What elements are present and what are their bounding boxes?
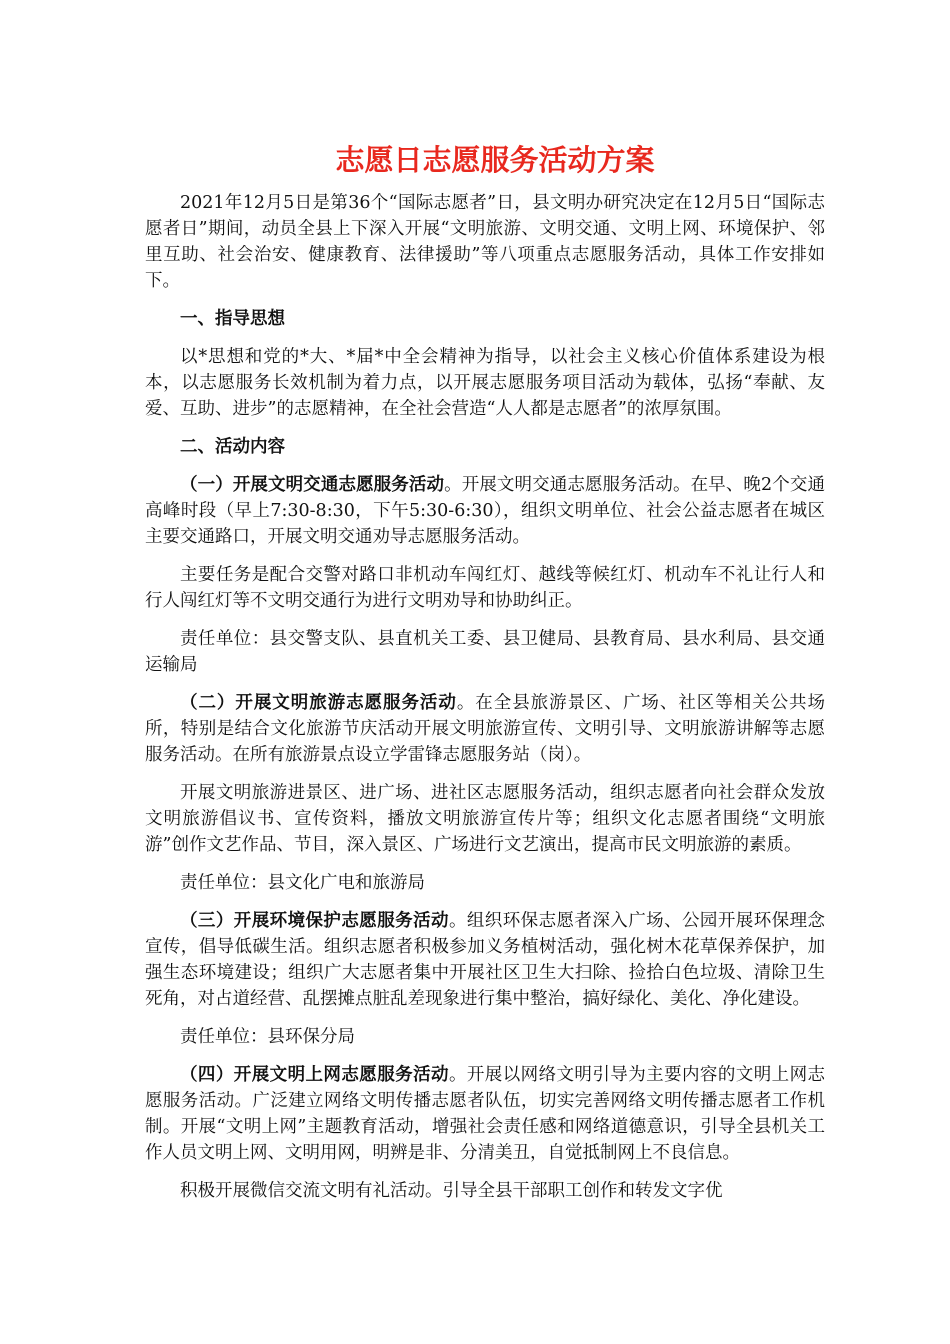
- item4-paragraph: [145, 1062, 825, 1166]
- intro-paragraph: 2021年12月5日是第36个“国际志愿者”日，县文明办研究决定在12月5日“国际志愿者日”期间，动员全县上下深入开展“文明旅游、文明交通、文明上网、环境保护、邻里互助、社会治安、健康教育、法律援助”等八项重点志愿服务活动，具体工作安排如下。: [145, 193, 825, 291]
- item4-extra-paragraph: 积极开展微信交流文明有礼活动。引导全县干部职工创作和转发文字优: [180, 1181, 723, 1201]
- document-page: [145, 140, 825, 1216]
- item3-units-paragraph: 责任单位：县环保分局: [180, 1027, 355, 1047]
- item4-lead: （四）开展文明上网志愿服务活动: [180, 1065, 449, 1085]
- document-title: 志愿日志愿服务活动方案: [335, 143, 655, 177]
- item1-paragraph: [145, 472, 825, 550]
- item2-paragraph: [145, 690, 825, 768]
- item2-text: 。在全县旅游景区、广场、社区等相关公共场所，特别是结合文化旅游节庆活动开展文明旅游宣传、文明引导、文明旅游讲解等志愿服务活动。在所有旅游景点设立学雷锋志愿服务站（岗）。: [145, 693, 826, 765]
- item3-paragraph: [145, 908, 825, 1012]
- item2-lead: （二）开展文明旅游志愿服务活动: [180, 693, 457, 713]
- item1-tasks-paragraph: 主要任务是配合交警对路口非机动车闯红灯、越线等候红灯、机动车不礼让行人和行人闯红灯等不文明交通行为进行文明劝导和协助纠正。: [145, 565, 825, 611]
- item1-lead: （一）开展文明交通志愿服务活动: [180, 475, 445, 495]
- item2-units-paragraph: 责任单位：县文化广电和旅游局: [180, 873, 425, 893]
- item4-text: 。开展以网络文明引导为主要内容的文明上网志愿服务活动。广泛建立网络文明传播志愿者队伍，切实完善网络文明传播志愿者工作机制。开展“文明上网”主题教育活动，增强社会责任感和网络道德意识，引导全县机关工作人员文明上网、文明用网，明辨是非、分清美丑，自觉抵制网上不良信息。: [145, 1065, 826, 1163]
- item3-lead: （三）开展环境保护志愿服务活动: [180, 911, 449, 931]
- item2-tasks-paragraph: 开展文明旅游进景区、进广场、进社区志愿服务活动，组织志愿者向社会群众发放文明旅游倡议书、宣传资料，播放文明旅游宣传片等；组织文化志愿者围绕“文明旅游”创作文艺作品、节目，深入景区、广场进行文艺演出，提高市民文明旅游的素质。: [145, 783, 825, 855]
- item1-text: 。开展文明交通志愿服务活动。在早、晚2个交通高峰时段（早上7:30-8:30，下午5:30-6:30），组织文明单位、社会公益志愿者在城区主要交通路口，开展文明交通劝导志愿服务活动。: [145, 475, 825, 547]
- section-heading-activities: 二、活动内容: [180, 437, 285, 457]
- section-heading-guiding-thought: 一、指导思想: [180, 309, 285, 329]
- item1-units-paragraph: 责任单位：县交警支队、县直机关工委、县卫健局、县教育局、县水利局、县交通运输局: [145, 629, 825, 675]
- guiding-thought-paragraph: 以*思想和党的*大、*届*中全会精神为指导，以社会主义核心价值体系建设为根本，以志愿服务长效机制为着力点，以开展志愿服务项目活动为载体，弘扬“奉献、友爱、互助、进步”的志愿精神，在全社会营造“人人都是志愿者”的浓厚氛围。: [145, 347, 825, 419]
- item3-text: 。组织环保志愿者深入广场、公园开展环保理念宣传，倡导低碳生活。组织志愿者积极参加义务植树活动，强化树木花草保养保护，加强生态环境建设；组织广大志愿者集中开展社区卫生大扫除、捡拾白色垃圾、清除卫生死角，对占道经营、乱摆摊点脏乱差现象进行集中整治，搞好绿化、美化、净化建设。: [145, 911, 826, 1009]
